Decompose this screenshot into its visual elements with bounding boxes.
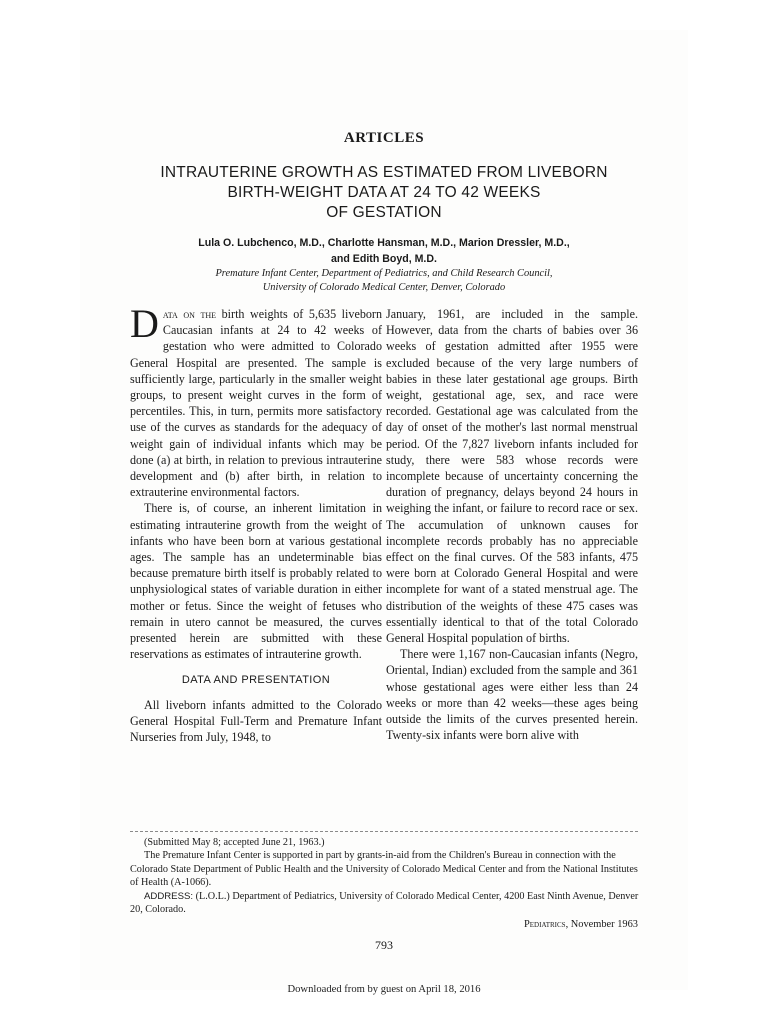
author-list <box>80 235 688 267</box>
paragraph-sample-continued: January, 1961, are included in the sample. However, data from the charts of babies over 36 weeks of gestation admitted after 1955 were excluded because of the very large numbers of babies in these later gestational age groups. Birth weight, gestational age, sex, and race were recorded. Gestational age was calculated from the day of onset of the mother's last normal menstrual period. Of the 7,827 liveborn infants included for study, there were 583 whose records were incomplete because of uncertainty concerning the duration of pregnancy, delays beyond 24 hours in weighing the infant, or failure to record race or sex. The accumulation of unknown causes for incomplete records probably has no appreciable effect on the final curves. Of the 583 infants, 475 were born at Colorado General Hospital and were incomplete for want of a stated menstrual age. The distribution of the weights of these 475 cases was essentially identical to that of the total Colorado General Hospital population of births. <box>386 307 638 646</box>
title-line: BIRTH-WEIGHT DATA AT 24 TO 42 WEEKS <box>227 184 541 201</box>
article-title <box>120 163 648 223</box>
address-text: (L.O.L.) Department of Pediatrics, University of Colorado Medical Center, 4200 East Ninth Avenue, Denver 20, Colorado. <box>130 890 639 916</box>
footnote-divider <box>130 831 638 832</box>
paragraph-sample: All liveborn infants admitted to the Colorado General Hospital Full-Term and Premature Infant Nurseries from July, 1948, to <box>130 697 382 745</box>
right-column <box>386 306 638 743</box>
drop-cap: D <box>130 301 159 346</box>
affiliation-line: University of Colorado Medical Center, Denver, Colorado <box>262 282 506 293</box>
title-line: INTRAUTERINE GROWTH AS ESTIMATED FROM LIVEBORN <box>160 164 608 181</box>
article-page <box>80 30 688 990</box>
paragraph-intro <box>130 301 382 500</box>
title-line: OF GESTATION <box>326 204 442 221</box>
journal-date: , November 1963 <box>565 919 638 930</box>
page-number: 793 <box>375 938 393 952</box>
paragraph-limitation: There is, of course, an inherent limitation in estimating intrauterine growth from the weight of infants who have been born at various gestational ages. The sample has an undeterminable bias because premature birth itself is probably related to unphysiological states of variable duration in either mother or fetus. Since the weight of fetuses who remain in utero cannot be measured, the curves presented herein are submitted with these reservations as estimates of intrauterine growth. <box>130 501 382 662</box>
journal-name: Pediatrics <box>524 919 566 930</box>
paragraph-exclusions: There were 1,167 non-Caucasian infants (Negro, Oriental, Indian) excluded from the sample and 361 whose gestational ages were either less than 24 weeks or more than 42 weeks—these ages being outside the limits of the curves presented herein. Twenty-six infants were born alive with <box>386 647 638 743</box>
section-heading: ARTICLES <box>343 130 425 146</box>
footnotes <box>130 836 640 916</box>
author-line: Lula O. Lubchenco, M.D., Charlotte Hansman, M.D., Marion Dressler, M.D., <box>198 237 570 249</box>
submission-note: (Submitted May 8; accepted June 21, 1963.) <box>144 837 325 848</box>
address-note <box>130 890 640 917</box>
author-line: and Edith Boyd, M.D. <box>331 253 437 265</box>
subsection-heading: DATA AND PRESENTATION <box>181 674 331 687</box>
affiliation <box>80 267 688 295</box>
lead-in: ata on the <box>162 307 217 321</box>
address-label: ADDRESS: <box>144 890 194 902</box>
paragraph-text: birth weights of 5,635 liveborn Caucasian infants at 24 to 42 weeks of gestation who were admitted to Colorado General Hospital are presented. The sample is sufficiently large, particularly in the smaller weight groups, to present weight curves in the form of percentiles. This, in turn, permits more satisfactory use of the curves as standards for the adequacy of weight gain of individual infants which may be done (a) at birth, in relation to previous intrauterine development and (b) after birth, in relation to extrauterine environmental factors. <box>130 307 382 500</box>
support-note: The Premature Infant Center is supported in part by grants-in-aid from the Children's Bureau in connection with the Colorado State Department of Public Health and the University of Colorado Medical Center and from the National Institutes of Health (A-1066). <box>130 850 638 889</box>
left-column <box>130 301 382 745</box>
journal-citation <box>524 919 638 930</box>
download-note: Downloaded from by guest on April 18, 2016 <box>287 984 481 995</box>
affiliation-line: Premature Infant Center, Department of Pediatrics, and Child Research Council, <box>215 268 553 279</box>
